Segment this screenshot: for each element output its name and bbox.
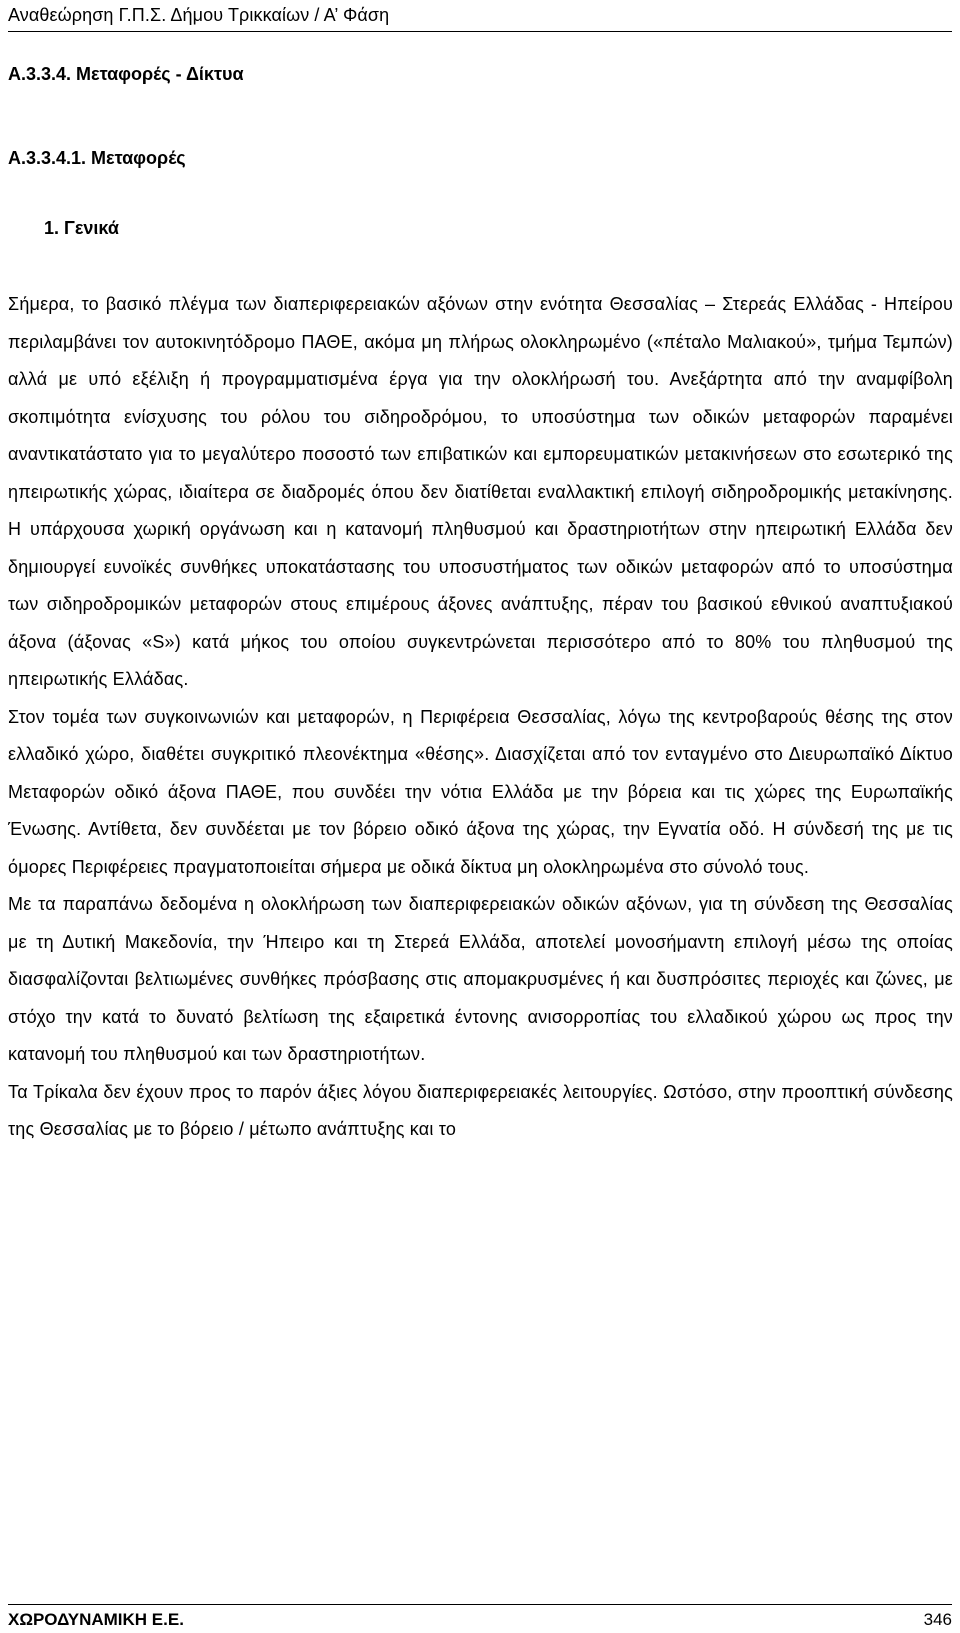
page-number: 346 bbox=[923, 1610, 952, 1629]
paragraph-2: Στον τομέα των συγκοινωνιών και μεταφορών, η Περιφέρεια Θεσσαλίας, λόγω της κεντροβαρούς θέσης της στον ελλαδικό χώρο, διαθέτει συγκριτικό πλεονέκτημα «θέσης». Διασχίζεται από τον ενταγμένο στο Διευρωπαϊκό Δίκτυο Μεταφορών οδικό άξονα ΠΑΘΕ, που συνδέει την νότια Ελλάδα με την βόρεια και τις χώρες της Ευρωπαϊκής Ένωσης. Αντίθετα, δεν συνδέεται με τον βόρειο οδικό άξονα της χώρας, την Εγνατία οδό. Η σύνδεσή της με τις όμορες Περιφέρειες πραγματοποιείται σήμερα με οδικά δίκτυα μη ολοκληρωμένα στο σύνολό τους. bbox=[8, 706, 953, 877]
header-divider bbox=[8, 31, 952, 32]
subsection-heading: Α.3.3.4.1. Μεταφορές bbox=[8, 148, 186, 168]
footer-company: ΧΩΡΟΔΥΝΑΜΙΚΗ Ε.Ε. bbox=[8, 1610, 184, 1629]
paragraph-4: Τα Τρίκαλα δεν έχουν προς το παρόν άξιες λόγου διαπεριφερειακές λειτουργίες. Ωστόσο, στην προοπτική σύνδεσης της Θεσσαλίας με το βόρειο / μέτωπο ανάπτυξης και το bbox=[8, 1081, 953, 1139]
paragraph-1: Σήμερα, το βασικό πλέγμα των διαπεριφερειακών αξόνων στην ενότητα Θεσσαλίας – Στερεάς Ελλάδας - Ηπείρου περιλαμβάνει τον αυτοκινητόδρομο ΠΑΘΕ, ακόμα μη πλήρως ολοκληρωμένο («πέταλο Μαλιακού», τμήμα Τεμπών) αλλά με υπό εξέλιξη ή προγραμματισμένα έργα για την ολοκλήρωσή του. Ανεξάρτητα από την αναμφίβολη σκοπιμότητα ενίσχυσης του ρόλου του σιδηροδρόμου, το υποσύστημα των οδικών μεταφορών παραμένει αναντικατάστατο για το μεγαλύτερο ποσοστό των επιβατικών και εμπορευματικών μετακινήσεων στο εσωτερικό της ηπειρωτικής χώρας, ιδιαίτερα σε διαδρομές όπου δεν διατίθεται εναλλακτική επιλογή σιδηροδρομικής μετακίνησης. Η υπάρχουσα χωρική οργάνωση και η κατανομή πληθυσμού και δραστηριοτήτων στην ηπειρωτική Ελλάδα δεν δημιουργεί ευνοϊκές συνθήκες υποκατάστασης του υποσυστήματος των οδικών μεταφορών από το υποσύστημα των σιδηροδρομικών μεταφορών στους επιμέρους άξονες ανάπτυξης, πέραν του βασικού εθνικού αναπτυξιακού άξονα (άξονας «S») κατά μήκος του οποίου συγκεντρώνεται περισσότερο από το 80% του πληθυσμού της ηπειρωτικής Ελλάδας. bbox=[8, 294, 953, 689]
footer-divider bbox=[8, 1604, 952, 1605]
item-heading: 1. Γενικά bbox=[44, 218, 119, 238]
document-body bbox=[8, 286, 953, 1149]
section-heading: Α.3.3.4. Μεταφορές - Δίκτυα bbox=[8, 64, 244, 84]
running-header: Αναθεώρηση Γ.Π.Σ. Δήμου Τρικκαίων / Α’ Φάση bbox=[8, 5, 390, 25]
paragraph-3: Με τα παραπάνω δεδομένα η ολοκλήρωση των διαπεριφερειακών οδικών αξόνων, για τη σύνδεση της Θεσσαλίας με τη Δυτική Μακεδονία, την Ήπειρο και τη Στερεά Ελλάδα, αποτελεί μονοσήμαντη επιλογή μέσω της οποίας διασφαλίζονται βελτιωμένες συνθήκες πρόσβασης στις απομακρυσμένες ή και δυσπρόσιτες περιοχές και ζώνες, με στόχο την κατά το δυνατό βελτίωση της εξαιρετικά έντονης ανισορροπίας του ελλαδικού χώρου ως προς την κατανομή του πληθυσμού και των δραστηριοτήτων. bbox=[8, 894, 953, 1064]
